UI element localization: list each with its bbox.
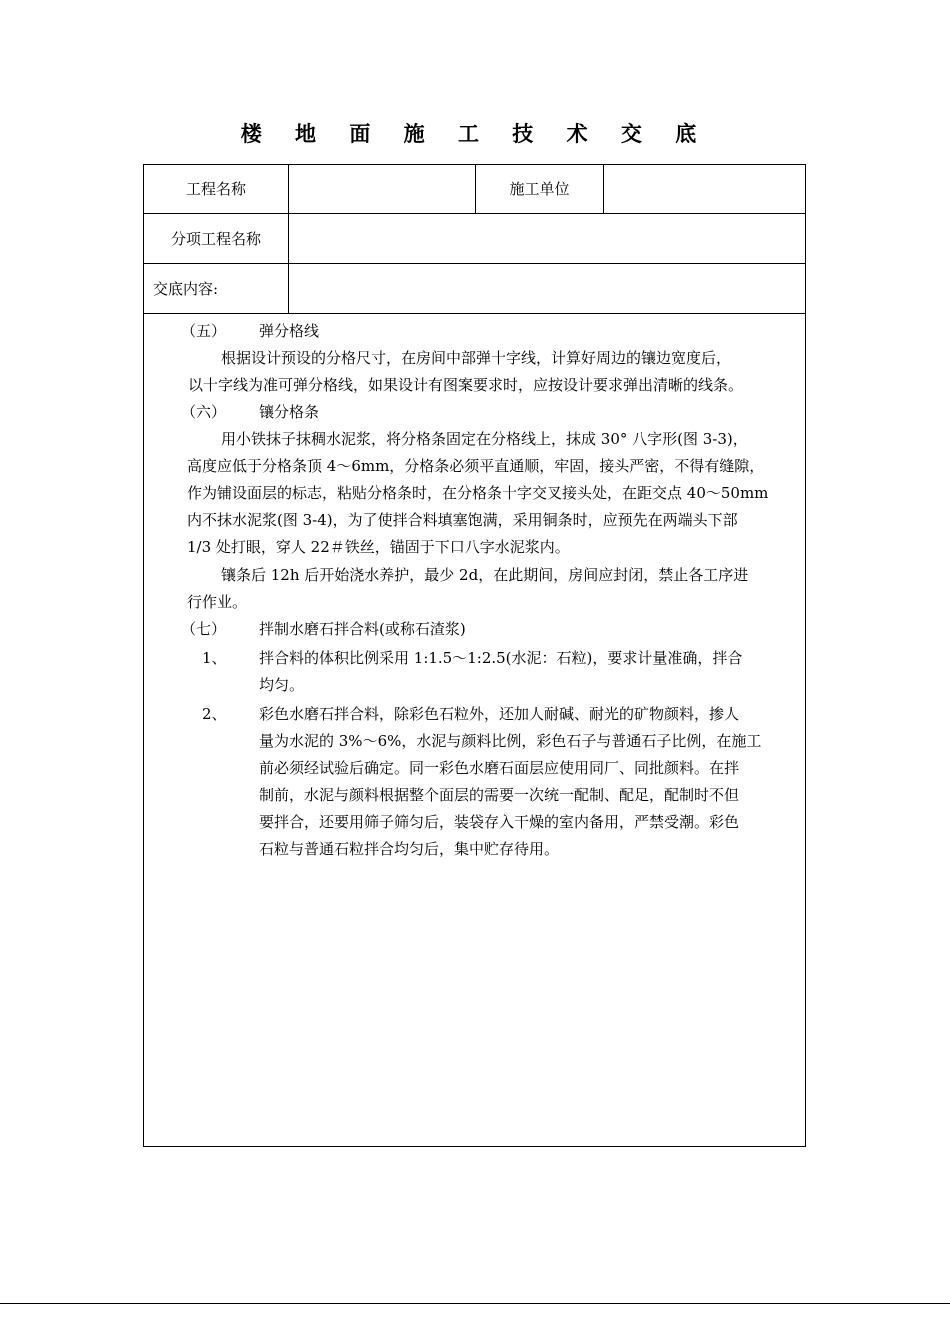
construction-unit-label: 施工单位 [509,180,570,198]
list-item-line: 石粒与普通石粒拌合均匀后，集中贮存待用。 [259,840,560,858]
page-bottom-rule [0,1303,950,1304]
list-item-line: 彩色水磨石拌合料，除彩色石粒外，还加人耐碱、耐光的矿物颜料，掺人 [259,705,740,723]
paragraph-line: 内不抹水泥浆(图 3-4)，为了使拌合料填塞饱满，采用铜条时，应预先在两端头下部 [187,511,738,529]
paragraph-line: 1/3 处打眼，穿人 22＃铁丝，锚固于下口八字水泥浆内。 [187,538,570,556]
paragraph-line: 以十字线为准可弹分格线，如果设计有图案要求时，应按设计要求弹出清晰的线条。 [188,376,744,394]
project-name-field[interactable] [289,165,475,213]
list-item-line: 前必须经试验后确定。同一彩色水磨石面层应使用同厂、同批颜料。在拌 [259,759,740,777]
row-divider [144,263,805,264]
project-name-label: 工程名称 [185,180,246,198]
paragraph-line: 高度应低于分格条顶 4～6mm，分格条必须平直通顺，牢固，接头严密，不得有缝隙， [187,457,765,475]
section-title: 弹分格线 [259,322,320,340]
list-item-number: 1、 [202,649,227,667]
section-title: 拌制水磨石拌合料(或称石渣浆) [259,620,466,638]
section-number: （六） [181,403,227,421]
list-item-line: 要拌合，还要用筛子筛匀后，装袋存入干燥的室内备用，严禁受潮。彩色 [259,813,740,831]
paragraph-line: 用小铁抹子抹稠水泥浆，将分格条固定在分格线上，抹成 30° 八字形(图 3-3)， [221,430,748,448]
row-divider [144,313,805,314]
paragraph-line: 作为铺设面层的标志，粘贴分格条时，在分格条十字交叉接头处，在距交点 40～50mm [187,484,769,502]
list-item-line: 量为水泥的 3%～6%，水泥与颜料比例，彩色石子与普通石子比例，在施工 [259,732,762,750]
section-number: （五） [181,322,227,340]
paragraph-line: 镶条后 12h 后开始浇水养护，最少 2d，在此期间，房间应封闭，禁止各工序进 [221,566,749,584]
section-title: 镶分格条 [259,403,320,421]
subproject-name-field[interactable] [289,214,805,263]
section-number: （七） [181,620,227,638]
list-item-line: 均匀。 [259,676,305,694]
subproject-name-label: 分项工程名称 [170,229,261,248]
paragraph-line: 行作业。 [187,593,248,611]
list-item-line: 制前，水泥与颜料根据整个面层的需要一次统一配制、配足，配制时不但 [259,786,740,804]
construction-unit-field[interactable] [604,165,805,213]
list-item-line: 拌合料的体积比例采用 1:1.5～1:2.5(水泥：石粒)，要求计量准确，拌合 [259,649,743,667]
document-title: 楼 地 面 施 工 技 术 交 底 [240,121,710,146]
disclosure-form-table [143,164,806,1147]
content-label: 交底内容: [153,279,219,298]
paragraph-line: 根据设计预设的分格尺寸，在房间中部弹十字线，计算好周边的镶边宽度后， [221,349,732,367]
list-item-number: 2、 [202,705,227,723]
